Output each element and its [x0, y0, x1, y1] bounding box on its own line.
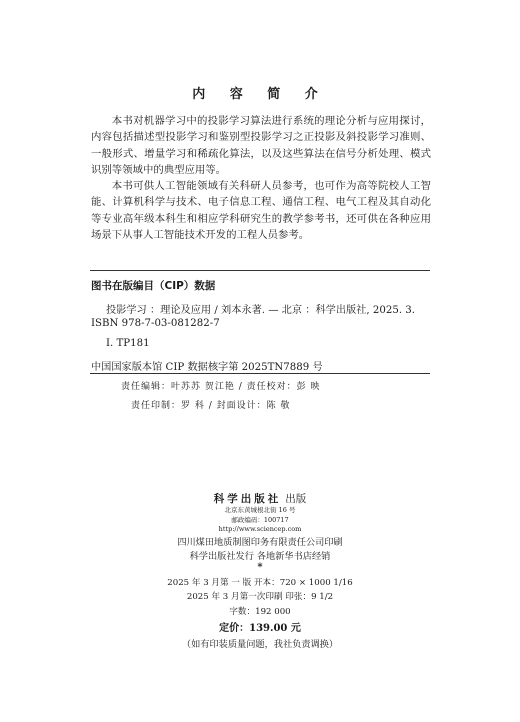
distributor-line: 科学出版社发行 各地新华书店经销 [189, 551, 331, 562]
page-title: 内 容 简 介 [192, 87, 328, 102]
cip-heading: 图书在版编目（CIP）数据 [91, 280, 216, 292]
quality-notice: （如有印装质量问题，我社负责调换） [181, 639, 339, 650]
publisher-suffix: 出版 [285, 493, 307, 505]
summary-paragraph-2: 本书可供人工智能领域有关科研人员参考，也可作为高等院校人工智能、计算机科学与技术、电子信息工程、通信工程、电气工程及其自动化等专业高年级本科生和相应学科研究生的教学参考书，还可供在各种应用场景下从事人工智能技术开发的工程人员参考。 [91, 180, 431, 242]
printer-line: 四川煤田地质制图印务有限责任公司印刷 [177, 537, 343, 548]
divider-bottom [90, 373, 430, 374]
production-line: 责任印制：罗 科 / 封面设计：陈 敬 [131, 401, 291, 411]
cip-isbn: ISBN 978-7-03-081282-7 [91, 318, 220, 329]
divider-top [90, 270, 430, 271]
cip-record-number: 中国国家版本馆 CIP 数据核字第 2025TN7889 号 [91, 362, 323, 373]
separator-star: * [257, 562, 263, 573]
publisher-postcode: 邮政编码：100717 [231, 516, 289, 524]
printing-line: 2025 年 3 月第一次印刷 印张：9 1/2 [186, 592, 334, 602]
cip-classification: Ⅰ. TP181 [106, 338, 150, 349]
publisher-website: http://www.sciencep.com [218, 525, 302, 533]
price: 定价：139.00 元 [219, 623, 301, 634]
publisher-logo [0, 491, 520, 506]
edition-line: 2025 年 3 月第 一 版 开本：720 × 1000 1/16 [167, 578, 353, 588]
summary-paragraph-1: 本书对机器学习中的投影学习算法进行系统的理论分析与应用探讨，内容包括描述型投影学习和鉴别型投影学习之正投影及斜投影学习准则、一般形式、增量学习和稀疏化算法，以及这些算法在信号分析处理、模式识别等领域中的典型应用等。 [91, 115, 431, 177]
editors-line: 责任编辑：叶苏苏 贺江艳 / 责任校对：彭 映 [121, 382, 321, 392]
publisher-name: 科学出版社 [213, 493, 282, 505]
publisher-address: 北京东黄城根北街 16 号 [224, 506, 296, 514]
cip-bibliographic-line: 投影学习 ：理论及应用 / 刘本永著. — 北京 ：科学出版社, 2025. 3. [106, 305, 416, 316]
word-count: 字数：192 000 [229, 607, 291, 617]
